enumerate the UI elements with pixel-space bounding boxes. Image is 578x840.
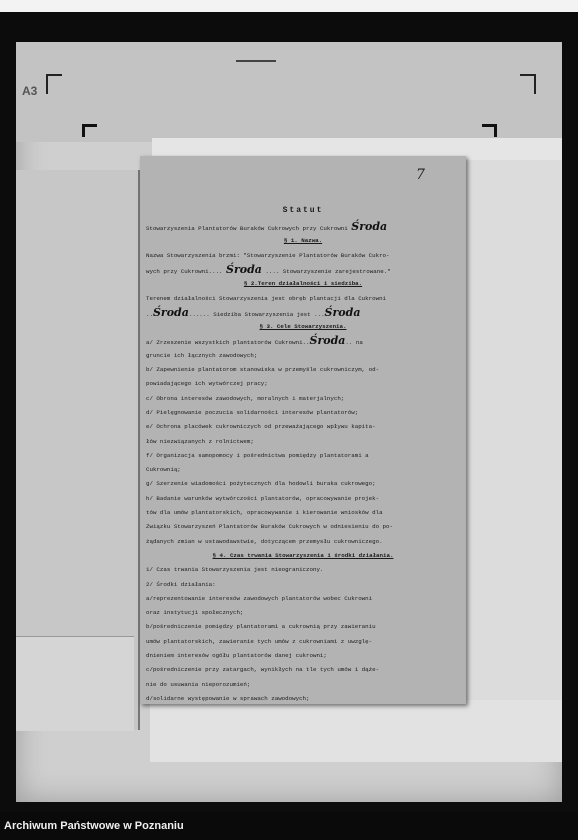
text-line (146, 465, 181, 476)
line-text: b/pośredniczenie pomiędzy plantatorami a cukrownią przy zawieraniu (146, 623, 376, 631)
format-label: A3 (22, 84, 38, 98)
line-text: c/pośredniczenie przy zatargach, wynikłych na tle tych umów i dąże- (146, 666, 380, 674)
corner-mark-top-right (520, 74, 536, 94)
line-text: wych przy Cukrowni.... (146, 267, 227, 275)
line-text: § 3. Cele Stowarzyszenia. (259, 323, 347, 331)
text-line (146, 451, 369, 462)
line-text: gruncie ich łącznych zawodowych; (146, 351, 258, 359)
line-text: a/reprezentowanie interesów zawodowych plantatorów wobec Cukrowni (146, 594, 373, 602)
section-heading (140, 551, 466, 562)
text-line (146, 422, 376, 433)
section-heading (140, 236, 466, 247)
line-text: oraz instytucji społecznych; (146, 609, 244, 617)
text-line (146, 222, 387, 235)
underlying-sheet-bottom (150, 700, 562, 762)
line-text: łów niezwiązanych z rolnictwem; (146, 437, 254, 445)
line-text: Związku Stowarzyszeń Plantatorów Buraków Cukrowych w odniesieniu do po- (146, 523, 393, 531)
page-number: 7 (416, 167, 425, 183)
text-line (146, 580, 216, 591)
text-line (146, 294, 386, 305)
text-line (146, 565, 323, 576)
background-sheet-upper (16, 42, 562, 142)
handwritten-entry: Środa (152, 305, 189, 319)
text-line (146, 305, 361, 321)
line-text: Terenem działalności Stowarzyszenia jest obręb plantacji dla Cukrowni (146, 294, 387, 302)
line-text: § 1. Nazwa. (283, 237, 323, 245)
section-heading (140, 279, 466, 290)
line-text: 1/ Czas trwania Stowarzyszenia jest nieograniczony. (146, 566, 324, 574)
line-text: § 2.Teren działalności i siedziba. (243, 280, 363, 288)
line-text: dnieniem interesów ogółu plantatorów danej cukrowni; (146, 652, 327, 659)
clip-mark-left (82, 124, 97, 137)
line-text: § 4. Czas trwania Stowarzyszenia i środki działania. (212, 551, 394, 559)
text-line (146, 608, 243, 619)
text-line (146, 508, 383, 519)
handwritten-entry: Środa (226, 262, 262, 276)
line-text: tów dla umów plantatorskich, opracowywanie i kierowanie wniosków dla (146, 509, 383, 516)
line-text: Cukrownią; (146, 466, 181, 474)
text-line (146, 522, 393, 533)
line-text: b/ Zapewnienie plantatorom stanowiska w przemyśle cukrowniczym, od- (146, 366, 380, 373)
text-line (146, 251, 390, 262)
text-line (146, 494, 379, 505)
archive-name: Archiwum Państwowe w Poznaniu (4, 820, 184, 832)
line-text-after: ...... Siedziba Stowarzyszenia jest ... (188, 310, 325, 318)
text-line (146, 637, 372, 648)
text-line (146, 379, 268, 390)
line-text: żądanych zmian w ustawodawstwie, dotyczącem przemysłu cukrowniczego. (146, 537, 383, 545)
line-text: d/solidarne występowanie w sprawach zawodowych; (146, 694, 310, 702)
text-line (146, 651, 327, 662)
handwritten-entry: Środa (309, 334, 346, 348)
text-line (146, 537, 383, 548)
dash-mark (236, 60, 276, 62)
line-text: g/ Szerzenie wiadomości pożytecznych dla hodowli buraka cukrowego; (146, 480, 376, 488)
line-text: d/ Pielęgnowanie poczucia solidarności interesów plantatorów; (146, 408, 359, 416)
line-text: umów plantatorskich, zawieranie tych umów z cukrowniami z uwzglę- (146, 637, 373, 645)
line-text: Stowarzyszenia Plantatorów Buraków Cukrowych przy Cukrowni (146, 225, 352, 232)
line-text: powiadającego ich wytwórczej pracy; (146, 380, 268, 388)
text-line (146, 622, 376, 633)
text-line (146, 408, 358, 419)
text-line (146, 351, 257, 362)
text-line (146, 694, 310, 704)
text-line (146, 594, 372, 605)
corner-mark-top-left (46, 74, 62, 94)
line-text: c/ Obrona interesów zawodowych, moralnych i materjalnych; (146, 394, 345, 402)
left-sheet-lower (16, 636, 134, 731)
line-text: f/ Organizacja samopomocy i pośrednictwa pomiędzy plantatorami a (146, 451, 369, 459)
text-line (146, 365, 379, 376)
text-line (146, 394, 344, 405)
line-text: a/ Zrzeszenie wszystkich plantatorów Cukrowni.. (146, 339, 310, 347)
handwritten-entry: Środa (324, 305, 361, 319)
text-line (146, 680, 250, 691)
line-text: e/ Ochrona placówek cukrowniczych od przeważającego wpływu kapita- (146, 423, 376, 431)
line-text: .. (146, 310, 153, 318)
section-heading (140, 322, 466, 333)
handwritten-entry: Środa (351, 220, 388, 233)
line-text: Nazwa Stowarzyszenia brzmi: "Stowarzyszenie Plantatorów Buraków Cukro- (146, 251, 390, 259)
text-line (146, 262, 391, 278)
line-text: nie do usuwania nieporozumień; (146, 680, 251, 688)
archive-footer (0, 812, 578, 840)
top-strip (0, 0, 578, 12)
line-text: h/ Badanie warunków wytwórczości plantatorów, opracowywanie projek- (146, 494, 380, 502)
line-text: 2/ Środki działania: (146, 580, 216, 588)
text-line (146, 437, 254, 448)
text-line (146, 665, 379, 676)
line-text-after: .. na (345, 339, 363, 347)
text-line (146, 336, 363, 349)
document-title: Statut (282, 206, 324, 215)
statute-document (140, 156, 466, 704)
line-text-after: .... Stowarzyszenie zarejestrowane." (261, 267, 391, 275)
text-line (146, 479, 376, 490)
underlying-sheet-right (464, 160, 562, 760)
clip-mark-right (482, 124, 497, 137)
